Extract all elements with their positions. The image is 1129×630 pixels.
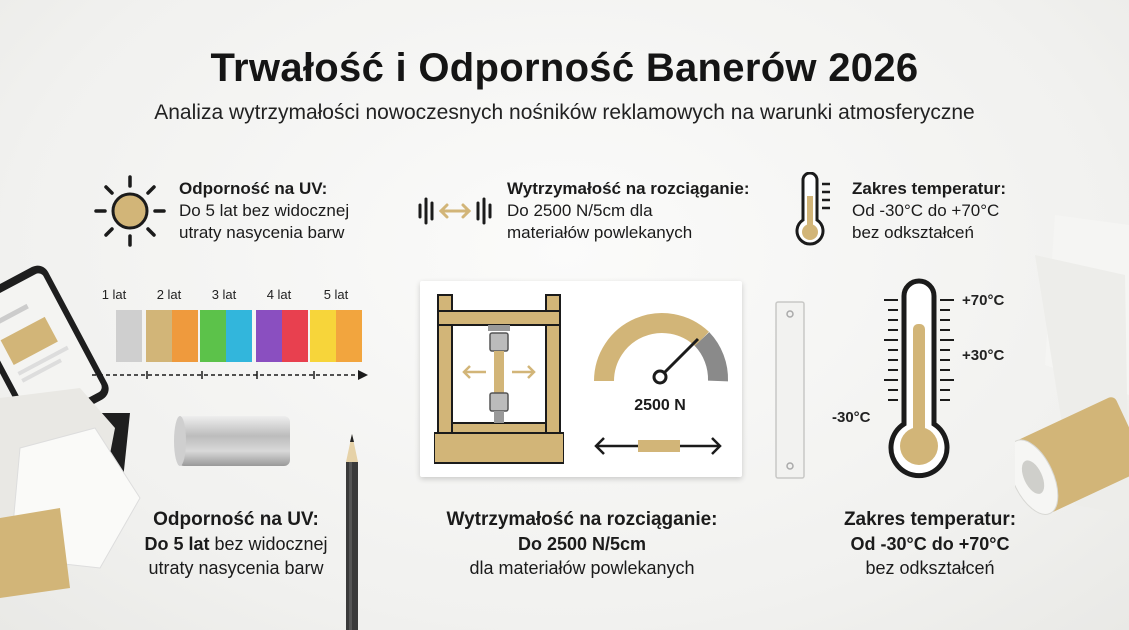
feature-tensile-title: Wytrzymałość na rozciąganie: [507, 179, 750, 198]
material-sample-strip [773, 300, 807, 482]
color-swatch [200, 310, 226, 362]
feature-uv-line2: utraty nasycenia barw [179, 223, 345, 242]
tensile-test-card [420, 281, 742, 477]
summary-temperature-line1 [810, 532, 1050, 556]
summary-tensile-line2: dla materiałów powlekanych [469, 558, 695, 578]
year-label-4: 4 lat [266, 287, 292, 302]
large-thermometer-illustration [856, 276, 968, 482]
summary-uv [106, 507, 366, 580]
color-swatch [116, 310, 142, 362]
color-swatch [256, 310, 282, 362]
summary-uv-rest: bez widocznej [209, 534, 328, 554]
feature-uv-line1: Do 5 lat bez widocznej [179, 201, 350, 220]
feature-temperature-line1: Od -30°C do +70°C [852, 201, 1000, 220]
temp-label-low: -30°C [832, 409, 871, 426]
gauge-value-label: 2500 N [634, 397, 686, 414]
timeline-arrow [92, 368, 372, 382]
summary-uv-line1 [106, 532, 366, 556]
summary-tensile-highlight: Do 2500 N/5cm [517, 534, 647, 554]
summary-tensile-title: Wytrzymałość na rozciąganie: [446, 509, 718, 530]
thermometer-icon [790, 172, 836, 248]
summary-uv-title: Odporność na UV: [153, 509, 319, 530]
tensile-machine-illustration [434, 293, 564, 468]
sun-icon [92, 173, 168, 249]
feature-temperature [852, 178, 1006, 244]
year-label-1: 1 lat [101, 287, 127, 302]
summary-temperature-line2: bez odkształceń [865, 558, 995, 578]
summary-tensile-line1 [420, 532, 744, 556]
uv-color-timeline [92, 282, 372, 382]
color-swatch [146, 310, 172, 362]
feature-uv [179, 178, 349, 244]
color-swatch [226, 310, 252, 362]
feature-temperature-line2: bez odkształceń [852, 223, 974, 242]
color-swatch [282, 310, 308, 362]
feature-tensile [507, 178, 750, 244]
summary-temperature [810, 507, 1050, 580]
year-label-2: 2 lat [156, 287, 182, 302]
vinyl-roll-illustration [172, 412, 297, 470]
year-label-5: 5 lat [323, 287, 349, 302]
temp-label-mid: +30°C [962, 347, 1005, 364]
page-subtitle: Analiza wytrzymałości nowoczesnych nośników reklamowych na warunki atmosferyczne [154, 101, 975, 124]
year-label-3: 3 lat [211, 287, 237, 302]
feature-uv-title: Odporność na UV: [179, 179, 328, 198]
feature-tensile-line2: materiałów powlekanych [507, 223, 693, 242]
color-swatch [336, 310, 362, 362]
summary-tensile [420, 507, 744, 580]
feature-temperature-title: Zakres temperatur: [852, 179, 1007, 198]
feature-tensile-line1: Do 2500 N/5cm dla [507, 201, 653, 220]
color-swatch [310, 310, 336, 362]
summary-uv-line2: utraty nasycenia barw [148, 558, 324, 578]
color-swatch [172, 310, 198, 362]
tension-wave-icon [417, 193, 493, 229]
summary-temperature-highlight: Od -30°C do +70°C [850, 534, 1010, 554]
page-title: Trwałość i Odporność Banerów 2026 [210, 46, 919, 90]
temp-label-high: +70°C [962, 292, 1005, 309]
force-gauge-illustration [590, 301, 730, 471]
summary-temperature-title: Zakres temperatur: [843, 509, 1017, 530]
summary-uv-highlight: Do 5 lat [144, 534, 210, 554]
